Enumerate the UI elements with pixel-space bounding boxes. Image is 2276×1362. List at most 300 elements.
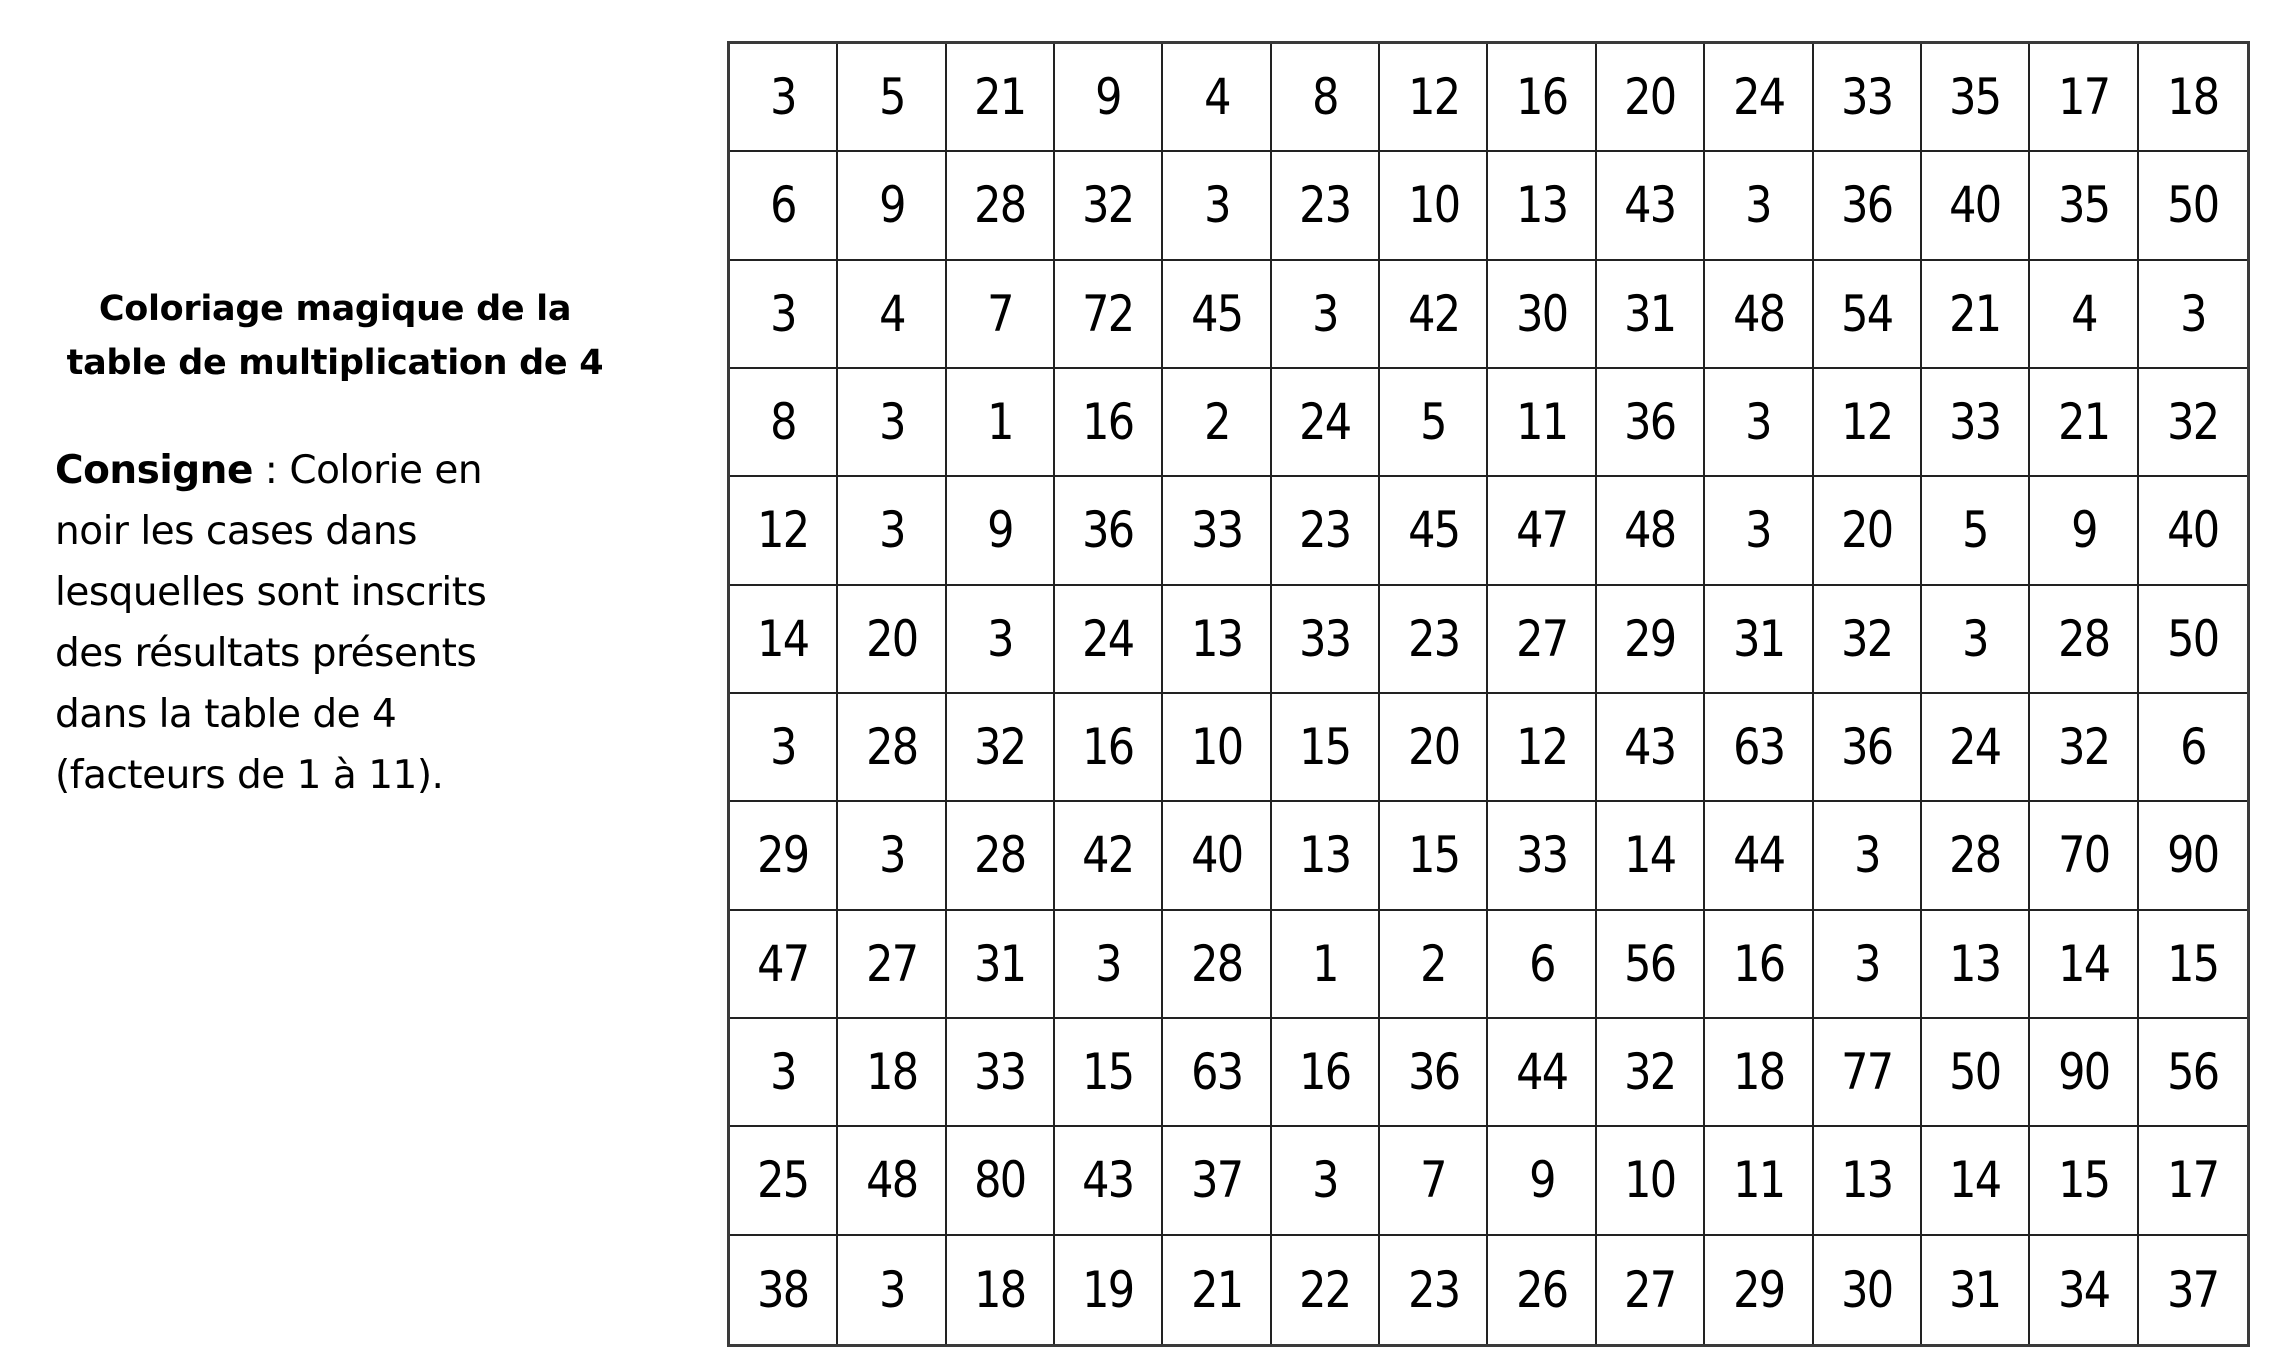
grid-cell[interactable]: [1597, 1236, 1705, 1344]
grid-cell-number: 9: [878, 176, 905, 235]
grid-cell-number: 7: [987, 284, 1013, 343]
grid-cell-number: 34: [2057, 1260, 2110, 1319]
grid-cell-number: 15: [1407, 826, 1459, 885]
grid-cell[interactable]: [730, 261, 838, 369]
grid-cell[interactable]: [947, 1127, 1055, 1235]
grid-cell[interactable]: [2139, 1236, 2247, 1344]
grid-cell-number: 5: [1962, 501, 1988, 560]
grid-cell-number: 40: [1949, 176, 2001, 235]
grid-cell[interactable]: [1380, 44, 1488, 152]
grid-cell-number: 21: [2057, 393, 2110, 452]
instructions-label: Consigne: [55, 448, 253, 493]
grid-cell-number: 3: [1962, 609, 1988, 668]
grid-cell-number: 45: [1190, 284, 1243, 343]
grid-cell-number: 35: [1949, 68, 2001, 127]
grid-cell[interactable]: [1055, 369, 1163, 477]
grid-cell[interactable]: [1380, 369, 1488, 477]
grid-cell[interactable]: [730, 1236, 838, 1344]
grid-cell[interactable]: [2139, 802, 2247, 910]
grid-cell[interactable]: [2139, 1127, 2247, 1235]
grid-cell[interactable]: [1814, 1127, 1922, 1235]
grid-cell-number: 15: [1299, 718, 1351, 777]
grid-cell-number: 23: [1299, 176, 1351, 235]
grid-cell[interactable]: [1055, 802, 1163, 910]
grid-cell[interactable]: [947, 1236, 1055, 1344]
grid-cell-number: 36: [1841, 718, 1893, 777]
grid-cell-number: 23: [1407, 609, 1459, 668]
grid-cell[interactable]: [1163, 44, 1271, 152]
grid-cell[interactable]: [1380, 586, 1488, 694]
grid-cell-number: 21: [1190, 1260, 1243, 1319]
grid-cell[interactable]: [947, 694, 1055, 802]
grid-cell-number: 16: [1082, 718, 1134, 777]
grid-cell[interactable]: [2030, 477, 2138, 585]
grid-cell-number: 14: [1949, 1151, 2001, 1210]
instructions-line-5: dans la table de 4: [55, 692, 397, 737]
grid-cell[interactable]: [947, 477, 1055, 585]
instructions-panel: [0, 0, 700, 1362]
grid-cell-number: 43: [1082, 1151, 1134, 1210]
grid-cell[interactable]: [1272, 1127, 1380, 1235]
grid-cell[interactable]: [1488, 152, 1596, 260]
grid-cell[interactable]: [1705, 694, 1813, 802]
grid-cell-number: 3: [878, 1260, 905, 1319]
grid-cell[interactable]: [947, 369, 1055, 477]
grid-cell-number: 4: [2070, 284, 2097, 343]
grid-cell[interactable]: [1597, 369, 1705, 477]
grid-cell[interactable]: [1380, 802, 1488, 910]
grid-cell[interactable]: [2139, 477, 2247, 585]
title-line-1: Coloriage magique de la: [98, 289, 572, 329]
grid-cell-number: 5: [1420, 393, 1447, 452]
grid-cell-number: 47: [1516, 501, 1568, 560]
grid-cell[interactable]: [1814, 586, 1922, 694]
grid-cell-number: 16: [1082, 393, 1134, 452]
grid-cell-number: 25: [757, 1151, 809, 1210]
grid-cell-number: 50: [2167, 609, 2219, 668]
grid-cell-number: 40: [1190, 826, 1243, 885]
grid-cell[interactable]: [1705, 477, 1813, 585]
grid-cell[interactable]: [838, 802, 946, 910]
grid-cell[interactable]: [1705, 1127, 1813, 1235]
grid-cell[interactable]: [1597, 694, 1705, 802]
grid-cell-number: 63: [1190, 1043, 1243, 1102]
grid-cell[interactable]: [947, 911, 1055, 1019]
grid-cell[interactable]: [1922, 152, 2030, 260]
grid-cell[interactable]: [2139, 1019, 2247, 1127]
grid-cell[interactable]: [1272, 1236, 1380, 1344]
grid-cell[interactable]: [1705, 44, 1813, 152]
grid-cell[interactable]: [1597, 586, 1705, 694]
grid-cell-number: 14: [1624, 826, 1676, 885]
instructions-line-1: [55, 440, 575, 501]
grid-cell[interactable]: [1055, 586, 1163, 694]
grid-cell[interactable]: [1922, 911, 2030, 1019]
grid-cell[interactable]: [1055, 1236, 1163, 1344]
grid-cell[interactable]: [1814, 477, 1922, 585]
grid-cell[interactable]: [1488, 802, 1596, 910]
grid-cell-number: 9: [1095, 68, 1122, 127]
grid-cell[interactable]: [838, 152, 946, 260]
grid-cell[interactable]: [1380, 1127, 1488, 1235]
grid-cell[interactable]: [838, 1236, 946, 1344]
grid-cell[interactable]: [1705, 261, 1813, 369]
grid-cell-number: 6: [1528, 934, 1555, 993]
grid-cell[interactable]: [1272, 911, 1380, 1019]
grid-cell[interactable]: [1814, 802, 1922, 910]
grid-cell[interactable]: [1055, 477, 1163, 585]
grid-cell[interactable]: [1488, 369, 1596, 477]
grid-cell[interactable]: [2030, 1236, 2138, 1344]
grid-cell[interactable]: [1272, 586, 1380, 694]
grid-cell[interactable]: [838, 1127, 946, 1235]
grid-cell[interactable]: [947, 261, 1055, 369]
grid-cell[interactable]: [1272, 477, 1380, 585]
grid-cell[interactable]: [1488, 477, 1596, 585]
grid-cell[interactable]: [1705, 802, 1813, 910]
grid-cell[interactable]: [1922, 369, 2030, 477]
grid-cell[interactable]: [1380, 261, 1488, 369]
grid-cell[interactable]: [1814, 1236, 1922, 1344]
grid-cell[interactable]: [947, 1019, 1055, 1127]
grid-cell[interactable]: [947, 44, 1055, 152]
grid-cell[interactable]: [947, 802, 1055, 910]
grid-cell[interactable]: [1814, 911, 1922, 1019]
grid-cell-number: 8: [1312, 68, 1338, 127]
grid-cell-number: 13: [1299, 826, 1351, 885]
grid-cell-number: 12: [757, 501, 809, 560]
grid-cell[interactable]: [2139, 694, 2247, 802]
grid-cell-number: 18: [2167, 68, 2219, 127]
grid-cell[interactable]: [1163, 1236, 1271, 1344]
grid-cell[interactable]: [2030, 911, 2138, 1019]
grid-cell[interactable]: [1163, 369, 1271, 477]
grid-cell[interactable]: [2030, 44, 2138, 152]
grid-cell[interactable]: [838, 911, 946, 1019]
grid-cell[interactable]: [2030, 1019, 2138, 1127]
grid-cell-number: 3: [987, 609, 1013, 668]
grid-cell[interactable]: [1272, 369, 1380, 477]
grid-cell[interactable]: [2030, 369, 2138, 477]
grid-cell[interactable]: [1922, 477, 2030, 585]
grid-cell[interactable]: [838, 477, 946, 585]
grid-cell-number: 42: [1407, 284, 1459, 343]
grid-cell-number: 32: [974, 718, 1026, 777]
grid-cell[interactable]: [2139, 152, 2247, 260]
grid-cell[interactable]: [2030, 694, 2138, 802]
grid-cell-number: 13: [1841, 1151, 1893, 1210]
grid-cell[interactable]: [1380, 911, 1488, 1019]
grid-cell[interactable]: [1055, 694, 1163, 802]
grid-cell[interactable]: [730, 44, 838, 152]
grid-cell[interactable]: [1814, 44, 1922, 152]
grid-cell[interactable]: [838, 586, 946, 694]
grid-cell-number: 20: [1624, 68, 1676, 127]
grid-cell[interactable]: [1922, 1236, 2030, 1344]
grid-cell[interactable]: [2030, 802, 2138, 910]
grid-cell-number: 33: [1299, 609, 1351, 668]
grid-cell-number: 9: [1528, 1151, 1555, 1210]
grid-cell[interactable]: [838, 261, 946, 369]
grid-cell[interactable]: [1055, 1127, 1163, 1235]
grid-cell-number: 27: [1624, 1260, 1676, 1319]
grid-cell[interactable]: [1597, 261, 1705, 369]
grid-cell-number: 37: [2167, 1260, 2219, 1319]
grid-cell[interactable]: [1705, 586, 1813, 694]
grid-cell[interactable]: [1272, 694, 1380, 802]
grid-cell[interactable]: [1488, 261, 1596, 369]
grid-cell-number: 3: [770, 68, 796, 127]
grid-cell-number: 3: [878, 393, 905, 452]
grid-cell-number: 21: [1949, 284, 2001, 343]
grid-cell[interactable]: [1055, 152, 1163, 260]
grid-cell[interactable]: [2030, 586, 2138, 694]
grid-cell[interactable]: [1597, 802, 1705, 910]
grid-cell[interactable]: [1705, 1019, 1813, 1127]
grid-cell-number: 33: [1841, 68, 1893, 127]
grid-cell[interactable]: [947, 586, 1055, 694]
grid-cell-number: 43: [1624, 718, 1676, 777]
grid-cell-number: 16: [1516, 68, 1568, 127]
grid-cell-number: 27: [865, 934, 918, 993]
grid-cell-number: 56: [2167, 1043, 2219, 1102]
grid-cell-number: 3: [1312, 1151, 1338, 1210]
grid-cell[interactable]: [1597, 152, 1705, 260]
grid-cell[interactable]: [1488, 694, 1596, 802]
grid-cell[interactable]: [1705, 911, 1813, 1019]
grid-cell[interactable]: [1163, 152, 1271, 260]
grid-cell[interactable]: [730, 1019, 838, 1127]
grid-cell-number: 90: [2167, 826, 2219, 885]
grid-cell[interactable]: [2030, 261, 2138, 369]
grid-cell-number: 32: [2167, 393, 2219, 452]
grid-cell[interactable]: [1163, 911, 1271, 1019]
grid-cell-number: 30: [1841, 1260, 1893, 1319]
grid-cell-number: 3: [1745, 501, 1772, 560]
worksheet-title: [40, 282, 630, 390]
grid-cell[interactable]: [1272, 1019, 1380, 1127]
grid-cell[interactable]: [1814, 1019, 1922, 1127]
grid-cell[interactable]: [1922, 586, 2030, 694]
grid-cell-number: 72: [1082, 284, 1134, 343]
grid-cell-number: 90: [2057, 1043, 2110, 1102]
grid-cell-number: 32: [1082, 176, 1134, 235]
grid-cell-number: 19: [1082, 1260, 1134, 1319]
grid-cell[interactable]: [2139, 44, 2247, 152]
grid-cell-number: 31: [1949, 1260, 2001, 1319]
grid-cell[interactable]: [1814, 261, 1922, 369]
grid-cell[interactable]: [730, 369, 838, 477]
grid-cell-number: 3: [1745, 393, 1772, 452]
grid-cell[interactable]: [1597, 1019, 1705, 1127]
grid-cell[interactable]: [838, 44, 946, 152]
grid-cell-number: 27: [1516, 609, 1568, 668]
grid-cell-number: 3: [878, 826, 905, 885]
grid-cell-number: 29: [1624, 609, 1676, 668]
grid-cell-number: 28: [2057, 609, 2110, 668]
grid-cell[interactable]: [1163, 477, 1271, 585]
grid-cell[interactable]: [1922, 694, 2030, 802]
grid-cell[interactable]: [730, 152, 838, 260]
instructions-line-1-text: : Colorie en: [252, 448, 483, 493]
grid-cell-number: 10: [1190, 718, 1243, 777]
grid-cell-number: 26: [1516, 1260, 1568, 1319]
grid-cell-number: 37: [1190, 1151, 1243, 1210]
grid-cell[interactable]: [2139, 911, 2247, 1019]
grid-cell[interactable]: [1922, 261, 2030, 369]
grid-cell-number: 3: [2179, 284, 2206, 343]
grid-cell-number: 16: [1732, 934, 1785, 993]
grid-cell[interactable]: [1380, 477, 1488, 585]
grid-cell[interactable]: [1922, 1127, 2030, 1235]
grid-cell[interactable]: [1055, 261, 1163, 369]
grid-cell-number: 11: [1516, 393, 1568, 452]
grid-cell[interactable]: [1163, 1127, 1271, 1235]
grid-cell-number: 32: [1841, 609, 1893, 668]
grid-cell[interactable]: [1814, 152, 1922, 260]
grid-cell-number: 4: [1203, 68, 1230, 127]
grid-cell-number: 14: [757, 609, 809, 668]
grid-cell[interactable]: [1488, 1127, 1596, 1235]
grid-cell[interactable]: [1380, 1236, 1488, 1344]
grid-cell[interactable]: [947, 152, 1055, 260]
grid-cell-number: 31: [1732, 609, 1785, 668]
grid-cell-number: 24: [1732, 68, 1785, 127]
grid-cell-number: 43: [1624, 176, 1676, 235]
grid-cell[interactable]: [1597, 911, 1705, 1019]
grid-cell-number: 33: [1516, 826, 1568, 885]
grid-cell-number: 36: [1082, 501, 1134, 560]
grid-cell[interactable]: [2139, 586, 2247, 694]
grid-cell-number: 24: [1299, 393, 1351, 452]
grid-cell-number: 47: [757, 934, 809, 993]
grid-cell-number: 48: [865, 1151, 918, 1210]
grid-cell[interactable]: [1922, 802, 2030, 910]
grid-cell-number: 33: [1190, 501, 1243, 560]
grid-cell-number: 24: [1949, 718, 2001, 777]
grid-cell[interactable]: [838, 369, 946, 477]
grid-cell-number: 5: [878, 68, 905, 127]
grid-cell[interactable]: [1597, 1127, 1705, 1235]
grid-cell[interactable]: [1814, 694, 1922, 802]
grid-cell-number: 35: [2057, 176, 2110, 235]
grid-cell-number: 28: [865, 718, 918, 777]
grid-cell[interactable]: [1272, 261, 1380, 369]
grid-cell[interactable]: [1814, 369, 1922, 477]
grid-cell[interactable]: [1488, 586, 1596, 694]
grid-cell-number: 15: [2057, 1151, 2110, 1210]
grid-cell[interactable]: [1705, 1236, 1813, 1344]
grid-cell[interactable]: [1163, 802, 1271, 910]
coloring-grid: [727, 41, 2250, 1347]
grid-cell[interactable]: [1597, 477, 1705, 585]
grid-cell-number: 13: [1190, 609, 1243, 668]
grid-cell-number: 38: [757, 1260, 809, 1319]
grid-cell-number: 28: [1190, 934, 1243, 993]
grid-cell[interactable]: [1380, 1019, 1488, 1127]
grid-cell-number: 3: [770, 1043, 796, 1102]
grid-cell-number: 28: [1949, 826, 2001, 885]
grid-cell-number: 18: [974, 1260, 1026, 1319]
grid-cell-number: 20: [865, 609, 918, 668]
grid-cell[interactable]: [1705, 152, 1813, 260]
grid-cell[interactable]: [838, 694, 946, 802]
grid-cell-number: 80: [974, 1151, 1026, 1210]
grid-cell[interactable]: [1488, 44, 1596, 152]
grid-cell[interactable]: [2030, 1127, 2138, 1235]
grid-cell-number: 3: [770, 284, 796, 343]
grid-cell-number: 44: [1516, 1043, 1568, 1102]
grid-cell[interactable]: [1163, 586, 1271, 694]
grid-cell[interactable]: [1163, 694, 1271, 802]
grid-cell-number: 7: [1420, 1151, 1447, 1210]
grid-cell[interactable]: [1705, 369, 1813, 477]
grid-cell-number: 31: [974, 934, 1026, 993]
grid-cell[interactable]: [1922, 1019, 2030, 1127]
grid-cell[interactable]: [838, 1019, 946, 1127]
grid-cell[interactable]: [1055, 911, 1163, 1019]
grid-cell[interactable]: [1488, 1236, 1596, 1344]
grid-cell-number: 22: [1299, 1260, 1351, 1319]
grid-cell[interactable]: [1163, 1019, 1271, 1127]
grid-cell-number: 2: [1203, 393, 1230, 452]
grid-cell-number: 6: [770, 176, 796, 235]
grid-cell-number: 12: [1841, 393, 1893, 452]
grid-cell[interactable]: [1488, 911, 1596, 1019]
grid-cell-number: 23: [1299, 501, 1351, 560]
grid-cell-number: 36: [1841, 176, 1893, 235]
grid-cell-number: 32: [2057, 718, 2110, 777]
grid-cell-number: 29: [757, 826, 809, 885]
grid-cell[interactable]: [730, 694, 838, 802]
grid-cell[interactable]: [730, 477, 838, 585]
grid-cell-number: 8: [770, 393, 796, 452]
grid-cell-number: 15: [2167, 934, 2219, 993]
grid-cell[interactable]: [730, 586, 838, 694]
grid-cell-number: 4: [878, 284, 905, 343]
grid-cell-number: 70: [2057, 826, 2110, 885]
grid-cell[interactable]: [1272, 802, 1380, 910]
grid-cell-number: 45: [1407, 501, 1459, 560]
instructions-text: [55, 440, 575, 806]
grid-cell-number: 77: [1841, 1043, 1893, 1102]
grid-cell-number: 28: [974, 176, 1026, 235]
grid-cell[interactable]: [1922, 44, 2030, 152]
grid-cell[interactable]: [1380, 694, 1488, 802]
grid-cell-number: 3: [1095, 934, 1122, 993]
grid-cell[interactable]: [730, 1127, 838, 1235]
grid-cell[interactable]: [1055, 44, 1163, 152]
grid-cell-number: 2: [1420, 934, 1447, 993]
grid-cell[interactable]: [2139, 261, 2247, 369]
grid-cell-number: 11: [1732, 1151, 1785, 1210]
grid-cell[interactable]: [1488, 1019, 1596, 1127]
grid-cell[interactable]: [2030, 152, 2138, 260]
grid-cell[interactable]: [1597, 44, 1705, 152]
grid-cell[interactable]: [730, 911, 838, 1019]
grid-cell-number: 3: [1312, 284, 1338, 343]
grid-cell[interactable]: [1380, 152, 1488, 260]
grid-cell-number: 17: [2057, 68, 2110, 127]
grid-cell[interactable]: [1163, 261, 1271, 369]
grid-cell[interactable]: [2139, 369, 2247, 477]
grid-cell[interactable]: [730, 802, 838, 910]
grid-cell[interactable]: [1272, 44, 1380, 152]
grid-cell-number: 1: [987, 393, 1013, 452]
grid-cell[interactable]: [1272, 152, 1380, 260]
grid-cell[interactable]: [1055, 1019, 1163, 1127]
grid-cell-number: 50: [1949, 1043, 2001, 1102]
